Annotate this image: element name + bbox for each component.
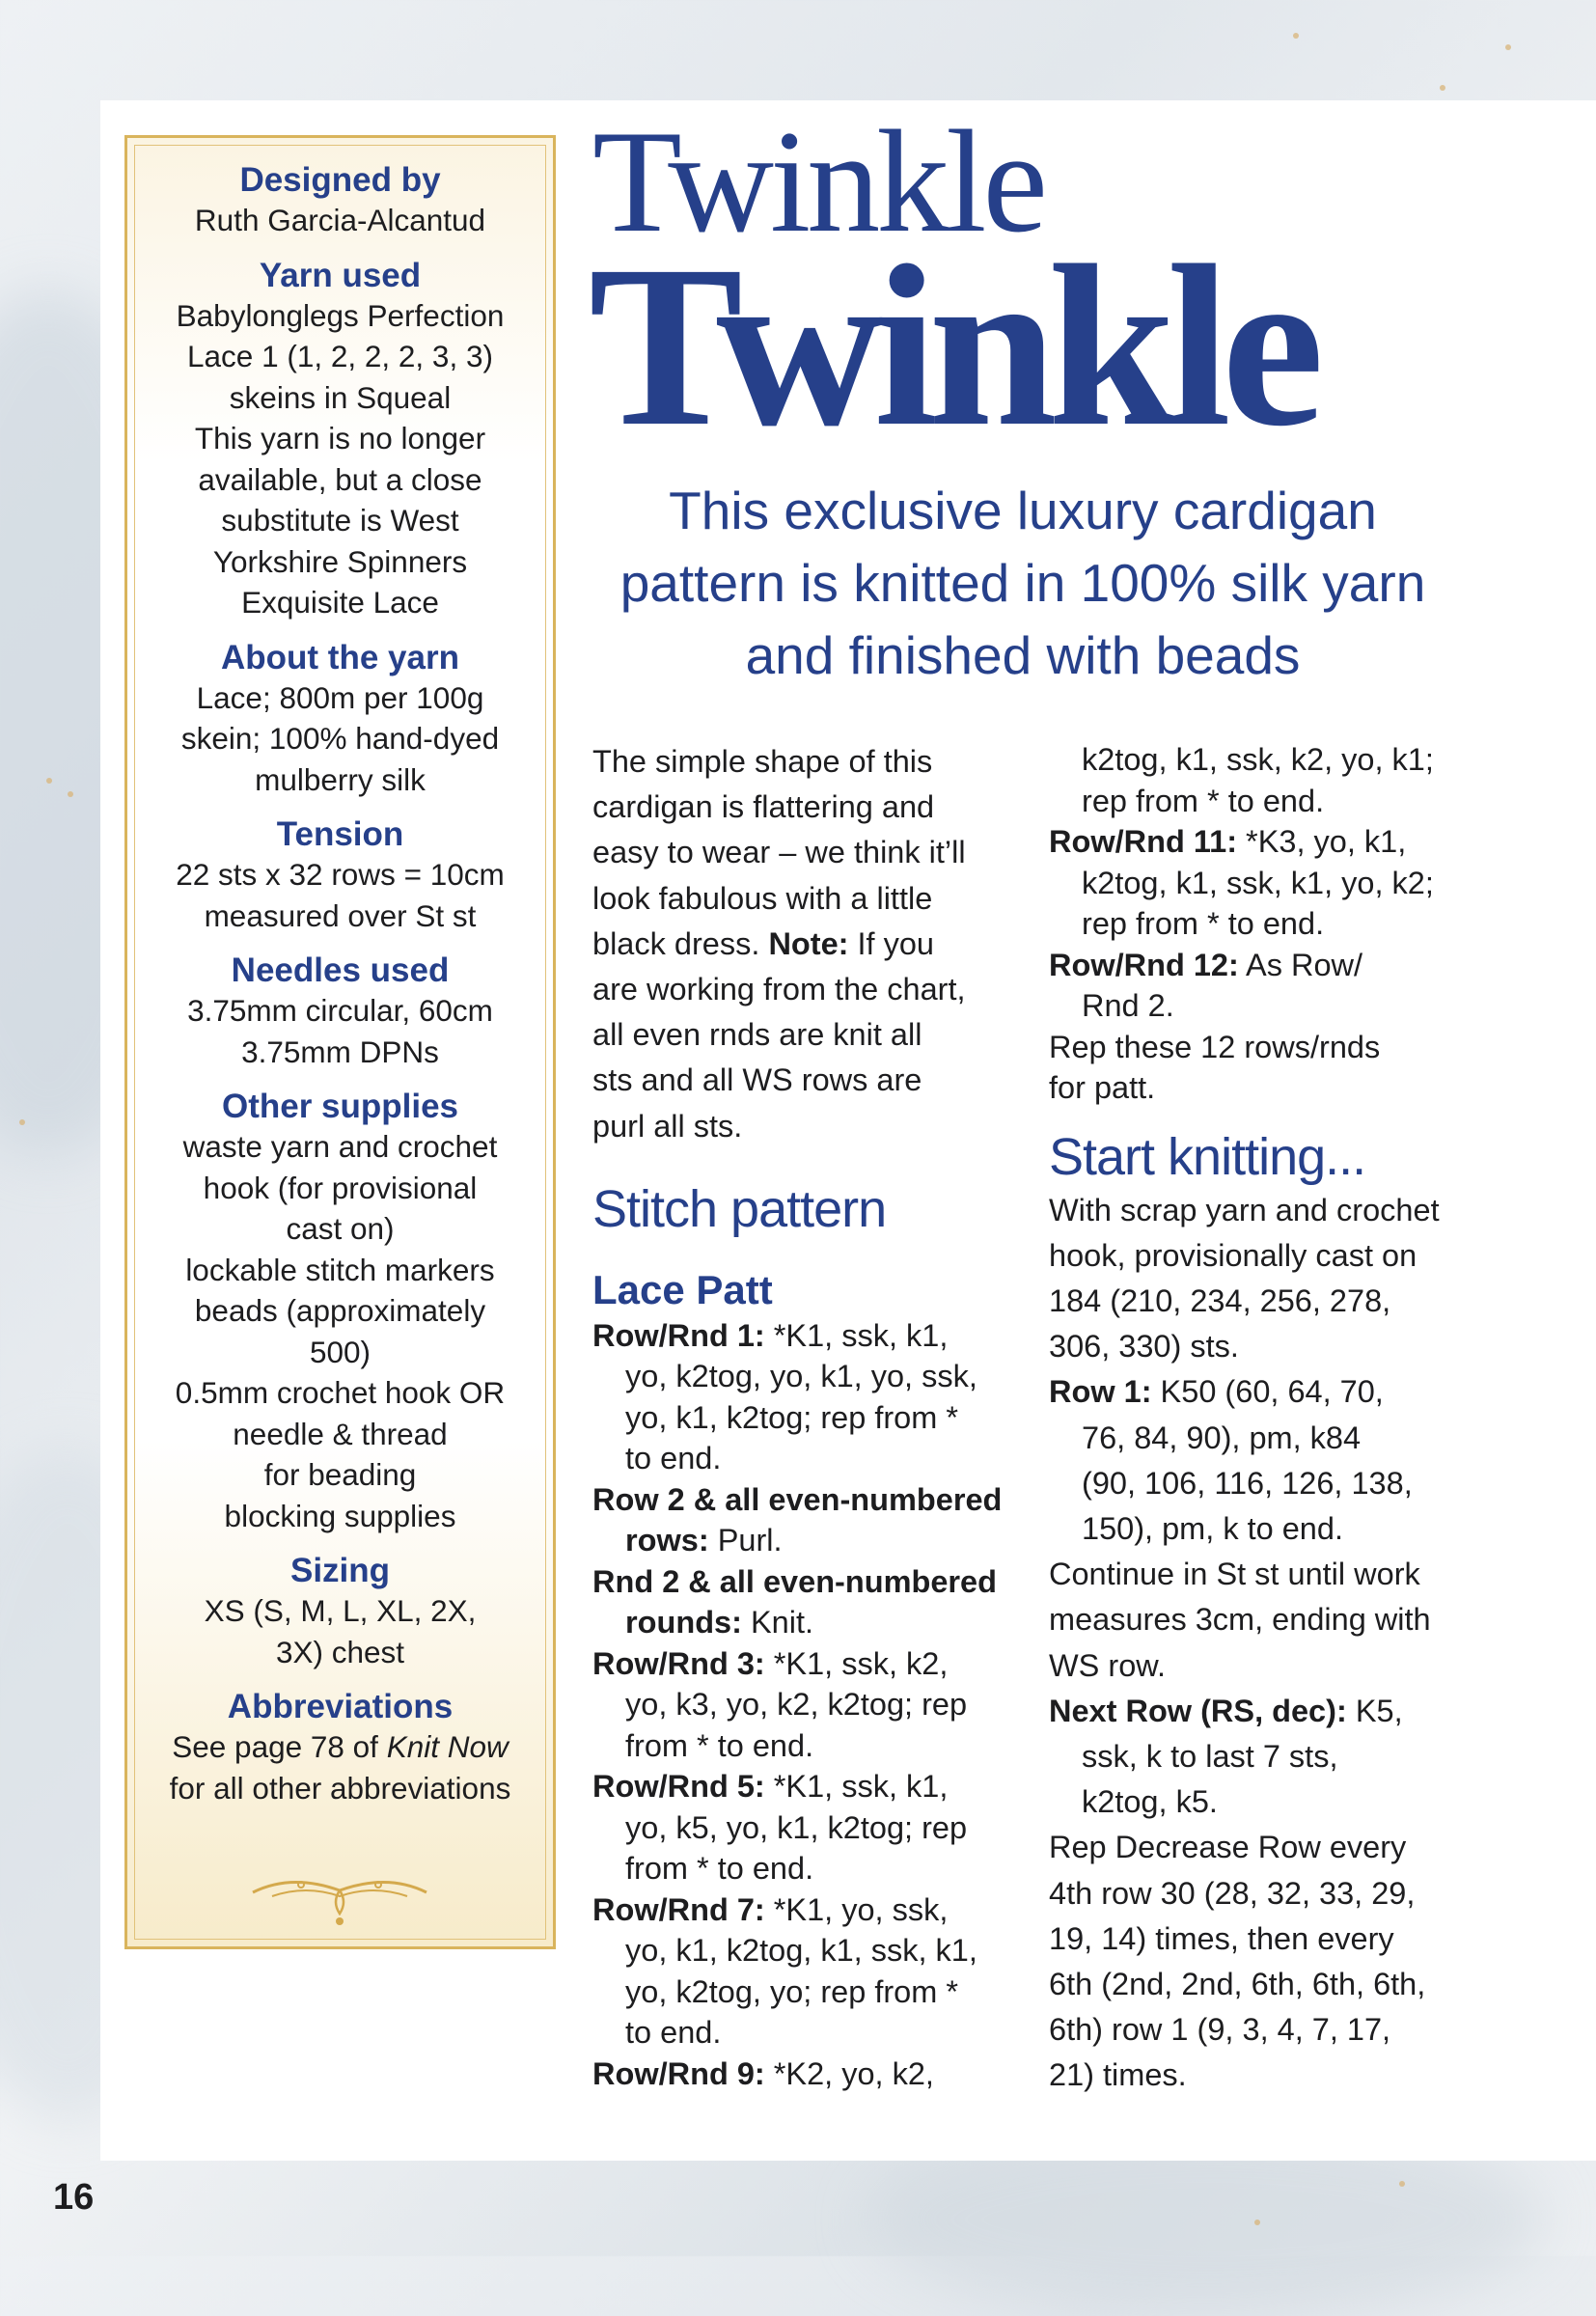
yarn-used-line: Lace 1 (1, 2, 2, 2, 3, 3) (187, 339, 493, 373)
lace-patt-heading: Lace Patt (592, 1266, 773, 1312)
needles-heading: Needles used (231, 951, 450, 989)
about-yarn-line: Lace; 800m per 100g (196, 679, 484, 715)
yarn-used-line: available, but a close (198, 461, 482, 497)
row-label: Row/Rnd 3: (592, 1645, 765, 1681)
row-text: K50 (60, 64, 70, (1151, 1374, 1384, 1410)
title-line-2: Twinkle (589, 217, 1315, 474)
row-label: Row/Rnd 5: (592, 1769, 765, 1805)
supplies-line: lockable stitch markers (185, 1252, 495, 1287)
needles-line: 3.75mm circular, 60cm (187, 993, 493, 1028)
row-text: *K1, ssk, k1, (764, 1769, 949, 1805)
yarn-used-line: Yorkshire Spinners (212, 543, 468, 579)
pattern-row-line (592, 1520, 1032, 1561)
row-text: *K1, yo, ssk, (764, 1891, 949, 1927)
pattern-row-line: yo, k5, yo, k1, k2tog; rep (625, 1809, 968, 1845)
abbreviations-text: See page 78 of (172, 1729, 387, 1764)
pattern-row-7 (592, 1889, 1032, 1931)
needles-line: 3.75mm DPNs (241, 1034, 439, 1069)
instruction-line: 150), pm, k to end. (1082, 1510, 1343, 1546)
decrease-repeat-line: 6th) row 1 (9, 3, 4, 7, 17, (1049, 2012, 1391, 2048)
intro-line: easy to wear – we think it’ll (592, 835, 966, 870)
gold-flourish-ornament (243, 1863, 436, 1931)
cast-on-line: 306, 330) sts. (1049, 1329, 1239, 1365)
pattern-row-1 (592, 1315, 1032, 1357)
tension-heading: Tension (276, 815, 404, 853)
supplies-line: needle & thread (233, 1416, 448, 1451)
continue-line: WS row. (1049, 1647, 1166, 1683)
sizing-heading: Sizing (289, 1552, 391, 1589)
row-label: Row/Rnd 1: (592, 1317, 765, 1353)
pattern-row-11 (1049, 821, 1488, 863)
body-column-2 (1049, 739, 1488, 2099)
yarn-used-heading: Yarn used (259, 256, 422, 294)
gold-fleck (1440, 85, 1445, 91)
row-label: Row/Rnd 11: (1049, 824, 1238, 859)
cast-on-line: 184 (210, 234, 256, 278, (1049, 1282, 1391, 1318)
pattern-row-line: yo, k3, yo, k2, k2tog; rep (625, 1687, 968, 1723)
supplies-line: for beading (263, 1457, 417, 1492)
pattern-info-box (124, 135, 556, 1949)
pattern-row-line: k2tog, k1, ssk, k1, yo, k2; (1082, 865, 1434, 900)
row-text: *K1, ssk, k2, (764, 1645, 949, 1681)
tension-line: 22 sts x 32 rows = 10cm (176, 857, 505, 892)
row-label: rounds: (625, 1605, 742, 1640)
intro-line: sts and all WS rows are (592, 1062, 922, 1098)
row-label: rows: (625, 1523, 709, 1558)
supplies-line: 500) (309, 1334, 371, 1369)
pattern-row-line: rep from * to end. (1082, 783, 1325, 818)
row-text: *K2, yo, k2, (764, 2055, 934, 2091)
decrease-repeat-line: 4th row 30 (28, 32, 33, 29, (1049, 1875, 1416, 1911)
row-text: K5, (1346, 1693, 1403, 1728)
repeat-line: for patt. (1049, 1070, 1156, 1105)
row-label: Row/Rnd 12: (1049, 947, 1239, 982)
abbreviations-line: for all other abbreviations (169, 1770, 511, 1806)
pattern-row-line: yo, k2tog, yo, k1, yo, ssk, (625, 1359, 977, 1394)
about-yarn-heading: About the yarn (221, 638, 459, 676)
intro-line: cardigan is flattering and (592, 789, 935, 825)
pattern-row-line: from * to end. (625, 1851, 814, 1887)
instruction-line: ssk, k to last 7 sts, (1082, 1738, 1338, 1774)
info-box-content (127, 161, 553, 1808)
instruction-line: 76, 84, 90), pm, k84 (1082, 1420, 1362, 1455)
repeat-line: Rep these 12 rows/rnds (1049, 1029, 1381, 1064)
cast-on-line: hook, provisionally cast on (1049, 1237, 1417, 1273)
magazine-name: Knit Now (386, 1729, 509, 1764)
supplies-line: blocking supplies (224, 1498, 456, 1533)
instruction-line: k2tog, k5. (1082, 1784, 1218, 1820)
pattern-row-line (592, 1602, 1032, 1643)
continue-line: measures 3cm, ending with (1049, 1602, 1431, 1638)
yarn-used-line: Exquisite Lace (241, 585, 439, 620)
row-label: Row 1: (1049, 1374, 1152, 1410)
pattern-row-line: to end. (625, 1441, 722, 1476)
decrease-repeat-line: 21) times. (1049, 2057, 1187, 2093)
pattern-row-line: k2tog, k1, ssk, k2, yo, k1; (1082, 742, 1434, 777)
row-text: *K1, ssk, k1, (764, 1317, 949, 1353)
intro-line: The simple shape of this (592, 744, 933, 779)
start-knitting-text (1049, 1188, 1488, 2099)
pattern-row-line: to end. (625, 2015, 722, 2051)
stitch-pattern-heading: Stitch pattern (592, 1179, 887, 1238)
gold-fleck (1293, 33, 1299, 39)
cast-on-line: With scrap yarn and crochet (1049, 1192, 1440, 1227)
intro-text: black dress. (592, 925, 769, 961)
gold-fleck (68, 791, 73, 797)
row-text: Purl. (708, 1523, 783, 1558)
pattern-row-line: yo, k2tog, yo; rep from * (625, 1973, 959, 2009)
intro-line (592, 922, 1032, 967)
intro-line: are working from the chart, (592, 972, 966, 1007)
yarn-used-line: Babylonglegs Perfection (176, 297, 505, 333)
next-row-instruction (1049, 1689, 1488, 1734)
standfirst-line: pattern is knitted in 100% silk yarn (619, 553, 1426, 613)
row-text: Knit. (741, 1605, 814, 1640)
standfirst-line: This exclusive luxury cardigan (669, 481, 1377, 540)
row-label: Row/Rnd 7: (592, 1891, 765, 1927)
pattern-row-line: yo, k1, k2tog; rep from * (625, 1399, 959, 1435)
about-yarn-line: skein; 100% hand-dyed (180, 721, 500, 756)
gold-fleck (1399, 2181, 1405, 2187)
note-label: Note: (768, 925, 849, 961)
pattern-row-12 (1049, 945, 1488, 986)
pattern-row-2 (592, 1479, 1032, 1521)
designer-name: Ruth Garcia-Alcantud (194, 203, 486, 237)
sizing-line: 3X) chest (275, 1634, 405, 1669)
row-label: Row/Rnd 9: (592, 2055, 765, 2091)
abbreviations-line (127, 1726, 553, 1768)
continue-line: Continue in St st until work (1049, 1557, 1420, 1592)
start-knitting-heading: Start knitting... (1049, 1127, 1366, 1186)
intro-line: look fabulous with a little (592, 880, 933, 916)
body-column-1 (592, 739, 1032, 2094)
supplies-line: waste yarn and crochet (182, 1129, 498, 1164)
pattern-row-9 (592, 2054, 1032, 2095)
decrease-repeat-line: 19, 14) times, then every (1049, 1920, 1394, 1956)
row-label: Rnd 2 & all even-numbered (592, 1563, 997, 1599)
page-number: 16 (53, 2177, 95, 2218)
supplies-line: cast on) (286, 1211, 395, 1246)
gold-fleck (19, 1119, 25, 1125)
row-label: Next Row (RS, dec): (1049, 1693, 1347, 1728)
standfirst (589, 475, 1457, 692)
yarn-used-line: skeins in Squeal (229, 379, 452, 415)
pattern-rnd-2 (592, 1561, 1032, 1603)
lace-pattern-rows (592, 1315, 1032, 2095)
row-1-instruction (1049, 1369, 1488, 1415)
gold-fleck (1254, 2220, 1260, 2225)
pattern-row-5 (592, 1766, 1032, 1807)
title-line-1: Twinkle (592, 100, 1044, 262)
intro-line: all even rnds are knit all (592, 1017, 922, 1053)
abbreviations-heading: Abbreviations (227, 1688, 454, 1725)
supplies-line: 0.5mm crochet hook OR (175, 1375, 506, 1410)
designed-by-heading: Designed by (239, 161, 441, 199)
pattern-row-line: Rnd 2. (1082, 988, 1174, 1023)
supplies-line: hook (for provisional (203, 1170, 478, 1205)
pattern-row-line: yo, k1, k2tog, k1, ssk, k1, (625, 1933, 977, 1969)
yarn-used-line: substitute is West (221, 503, 459, 538)
other-supplies-heading: Other supplies (221, 1088, 459, 1125)
row-label: Row 2 & all even-numbered (592, 1481, 1003, 1517)
sizing-line: XS (S, M, L, XL, 2X, (204, 1593, 477, 1628)
pattern-row-3 (592, 1643, 1032, 1685)
gold-fleck (1505, 44, 1511, 50)
yarn-used-line: This yarn is no longer (194, 421, 486, 455)
about-yarn-line: mulberry silk (255, 761, 426, 797)
decrease-repeat-line: 6th (2nd, 2nd, 6th, 6th, 6th, (1049, 1966, 1426, 2001)
row-text: *K3, yo, k1, (1237, 824, 1407, 859)
decrease-repeat-line: Rep Decrease Row every (1049, 1830, 1407, 1865)
supplies-line: beads (approximately (194, 1293, 486, 1328)
pattern-row-line: rep from * to end. (1082, 906, 1325, 941)
standfirst-line: and finished with beads (745, 625, 1301, 685)
row-text: As Row/ (1238, 947, 1363, 982)
tension-line: measured over St st (204, 897, 477, 933)
pattern-row-line: from * to end. (625, 1727, 814, 1763)
gold-fleck (46, 778, 52, 784)
intro-line: purl all sts. (592, 1108, 743, 1144)
instruction-line: (90, 106, 116, 126, 138, (1082, 1465, 1413, 1501)
intro-text: If you (848, 925, 935, 961)
